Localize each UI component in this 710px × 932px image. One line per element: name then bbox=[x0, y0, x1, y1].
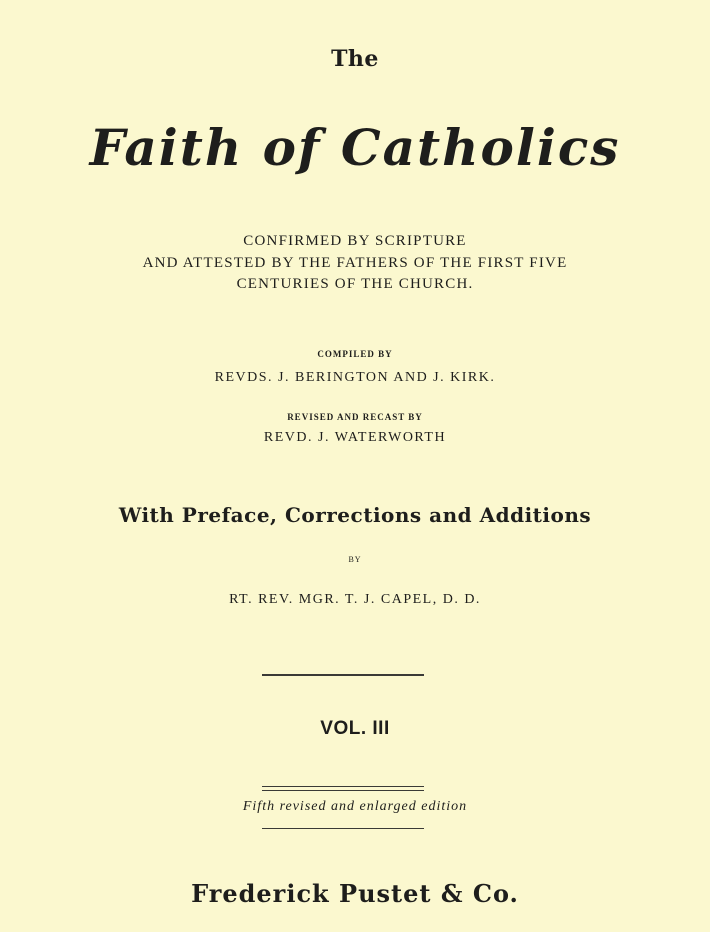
revised-by-label: REVISED AND RECAST BY bbox=[287, 412, 423, 422]
edition-note: Fifth revised and enlarged edition bbox=[242, 799, 468, 814]
divider-rule-edition-top-1 bbox=[262, 786, 424, 787]
reviser-name: REVD. J. WATERWORTH bbox=[263, 430, 447, 445]
by-label: BY bbox=[348, 555, 362, 564]
compilers-names: REVDS. J. BERINGTON AND J. KIRK. bbox=[214, 370, 496, 385]
subtitle-line-2: AND ATTESTED BY THE FATHERS OF THE FIRST FIVE bbox=[142, 255, 568, 271]
main-title: Faith of Catholics bbox=[89, 118, 621, 177]
subtitle-line-1: CONFIRMED BY SCRIPTURE bbox=[243, 233, 467, 249]
divider-rule-edition-bottom bbox=[262, 828, 424, 829]
title-article: The bbox=[331, 46, 379, 72]
editor-name: RT. REV. MGR. T. J. CAPEL, D. D. bbox=[229, 592, 481, 607]
publisher-name: Frederick Pustet & Co. bbox=[191, 879, 519, 908]
divider-rule-edition-top-2 bbox=[262, 790, 424, 791]
preface-line: With Preface, Corrections and Additions bbox=[118, 503, 592, 527]
divider-rule-top bbox=[262, 674, 424, 676]
compiled-by-label: COMPILED BY bbox=[317, 349, 393, 359]
volume-number: VOL. III bbox=[320, 718, 390, 739]
subtitle-line-3: CENTURIES OF THE CHURCH. bbox=[236, 276, 474, 292]
